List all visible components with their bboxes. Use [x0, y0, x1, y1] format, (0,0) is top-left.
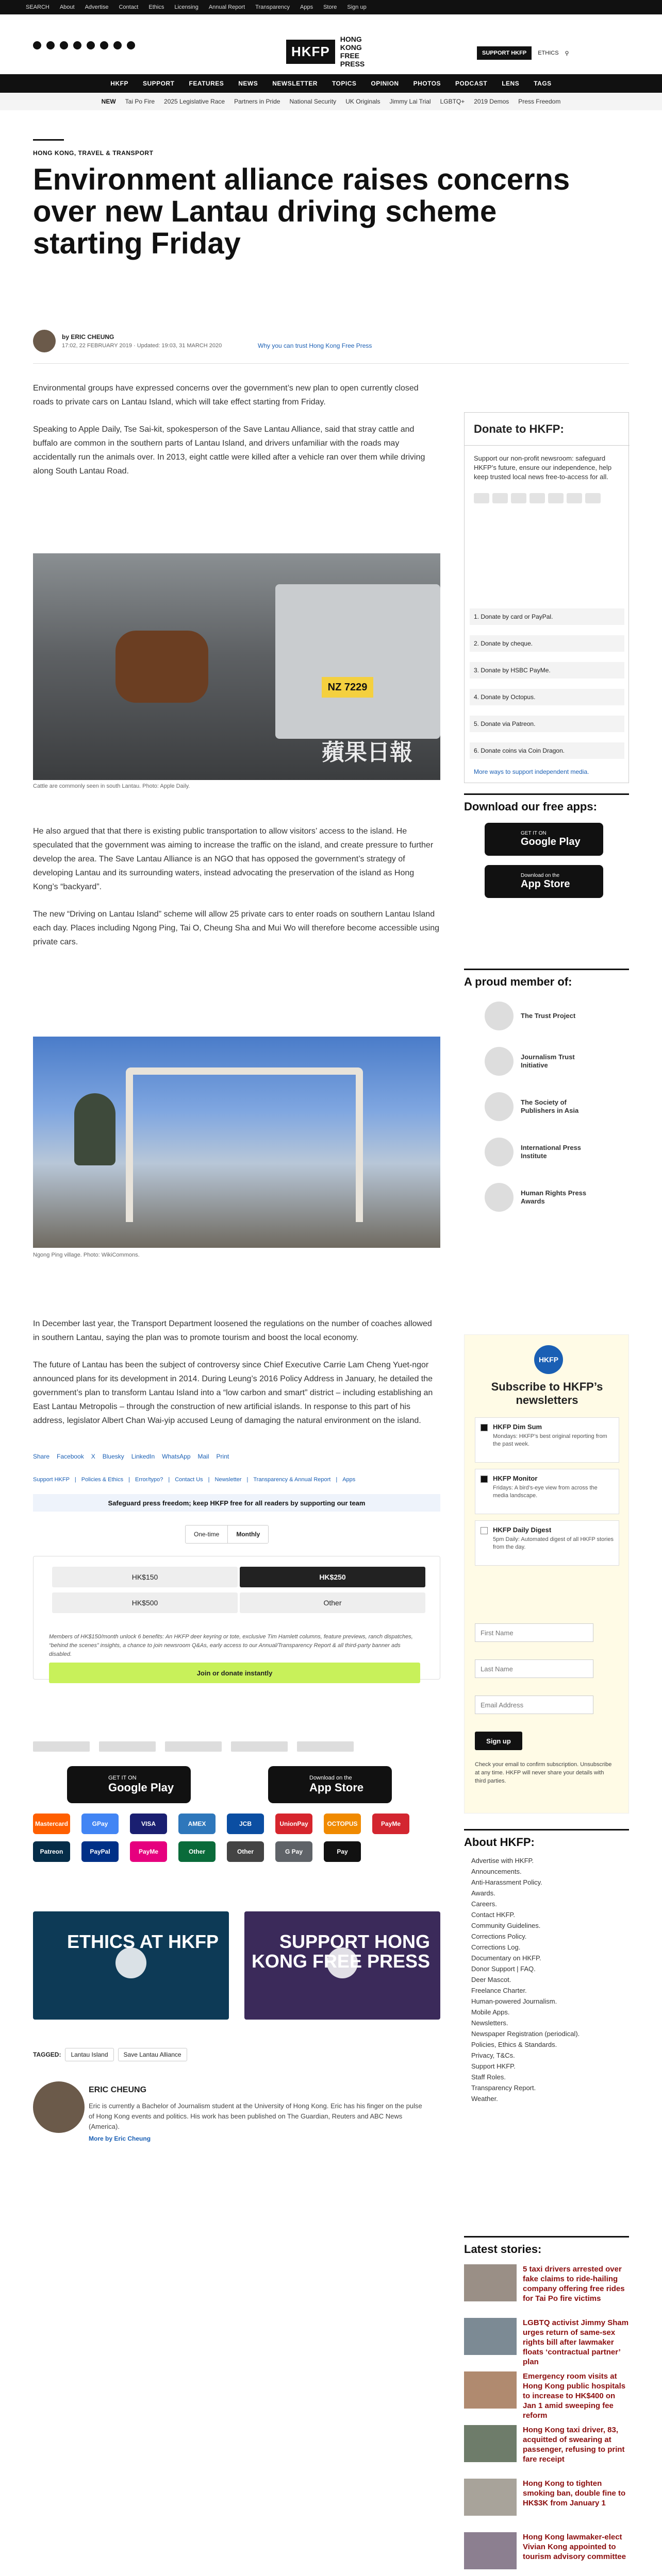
article-header: [33, 149, 629, 260]
byline-text: [62, 333, 222, 349]
card-icons: [474, 493, 601, 503]
ethics-promo-video[interactable]: [33, 1911, 229, 2020]
x-icon[interactable]: [46, 41, 55, 49]
join-donate-button[interactable]: Join or donate instantly: [49, 1663, 420, 1683]
paragraph: The future of Lantau has been the subject of controversy since Chief Executive Carrie Lam Cheng Yuet-ngor announced plans for its development in 2014. During Leung’s 2016 Policy Address in January, he detailed the government’s plan to transform Lantau Island into a “low carbon and smart” district – including establishing an East Lantau Metropolis – through the construction of new artificial islands. In response to this part of his address, legislator Albert Chan Wai-yip accused Leung of damaging the natural environment on the island.: [33, 1361, 433, 1425]
donate-option[interactable]: 5. Donate via Patreon.: [470, 716, 624, 732]
about-item[interactable]: Contact HKFP.: [471, 1911, 516, 1919]
payment-icon[interactable]: Other: [227, 1841, 264, 1862]
bluesky-icon[interactable]: [100, 41, 108, 49]
story-title[interactable]: Hong Kong taxi driver, 83, acquitted of swearing at passenger, refusing to print fare receipt: [523, 2426, 625, 2464]
tag-lantau-island[interactable]: Lantau Island: [65, 2048, 113, 2061]
more-ways-link[interactable]: More ways to support independent media.: [474, 768, 589, 775]
divider: [33, 363, 629, 364]
member-label: Human Rights Press Awards: [521, 1189, 587, 1205]
photo-watermark: 蘋果日報: [322, 740, 412, 765]
instagram-icon[interactable]: [60, 41, 68, 49]
subnav-item[interactable]: 2019 Demos: [474, 98, 509, 105]
topbar-store[interactable]: Store: [323, 4, 337, 10]
about-item[interactable]: Advertise with HKFP.: [471, 1857, 534, 1865]
topbar-contact[interactable]: Contact: [119, 4, 139, 10]
buddha-statue-shape: [74, 1093, 115, 1165]
subnav-item[interactable]: 2025 Legislative Race: [164, 98, 225, 105]
about-item[interactable]: Support HKFP.: [471, 2062, 516, 2070]
license-plate: NZ 7229: [322, 677, 373, 698]
newsletter-dim-sum[interactable]: [475, 1417, 619, 1463]
share-print[interactable]: Print: [216, 1453, 229, 1460]
support-promo-video[interactable]: [244, 1911, 440, 2020]
checkbox[interactable]: [481, 1527, 488, 1534]
about-list: [471, 1855, 629, 2104]
donate-intro: Support our non-profit newsroom: safeguard HKFP’s future, ensure our independence, help keep trusted local news free-to-access for all.: [474, 454, 612, 481]
about-item[interactable]: Community Guidelines.: [471, 1922, 541, 1929]
member-label: Journalism Trust Initiative: [521, 1053, 575, 1069]
about-item[interactable]: Weather.: [471, 2095, 498, 2103]
photo-caption: Ngong Ping village. Photo: WikiCommons.: [33, 1252, 140, 1258]
donate-option[interactable]: 1. Donate by card or PayPal.: [470, 608, 624, 625]
ethics-link[interactable]: ETHICS: [538, 50, 559, 56]
threads-icon[interactable]: [87, 41, 95, 49]
donate-option[interactable]: 4. Donate by Octopus.: [470, 689, 624, 705]
nav-photos[interactable]: PHOTOS: [413, 80, 441, 87]
about-item[interactable]: Policies, Ethics & Standards.: [471, 2041, 557, 2048]
topbar-ethics[interactable]: Ethics: [148, 4, 164, 10]
subnav-item[interactable]: UK Originals: [345, 98, 380, 105]
card-icon: [585, 493, 601, 503]
donate-option[interactable]: 2. Donate by cheque.: [470, 635, 624, 652]
sidebar-donate: [464, 412, 629, 783]
one-time-tab[interactable]: One-time: [194, 1531, 220, 1538]
monthly-tab[interactable]: Monthly: [227, 1526, 268, 1543]
topbar-search[interactable]: SEARCH: [26, 4, 49, 10]
paragraph: He also argued that that there is existing public transportation to allow visitors’ access to the island. He speculated that the government was aiming to increase the traffic on the island, and create pressure to further develop the area. The Save Lantau Alliance is an NGO that has opposed the government’s strategy of developing Lantau and its surrounding waters, instead advocating the preservation of the island as Hong Kong’s “backyard”.: [33, 827, 434, 891]
topbar-annual-report[interactable]: Annual Report: [208, 4, 245, 10]
share-bar: [33, 1453, 229, 1460]
tag-save-lantau-alliance[interactable]: Save Lantau Alliance: [118, 2048, 187, 2061]
app-store-badge[interactable]: [268, 1766, 392, 1803]
article-title: Environment alliance raises concerns over new Lantau driving scheme starting Friday: [33, 163, 570, 260]
nav-podcast[interactable]: PODCAST: [455, 80, 488, 87]
nav-topics[interactable]: TOPICS: [332, 80, 357, 87]
linkedin-icon[interactable]: [113, 41, 122, 49]
payment-icon[interactable]: Other: [178, 1841, 216, 1862]
about-item[interactable]: Announcements.: [471, 1868, 522, 1875]
article-photo-cattle[interactable]: [33, 553, 440, 780]
more-by-author-link[interactable]: More by Eric Cheung: [89, 2135, 151, 2142]
paragraph: In December last year, the Transport Department loosened the regulations on the number of coaches allowed in southern Lantau, saying the plan was to promote tourism and boost the local economy.: [33, 1319, 432, 1342]
site-header: [0, 14, 662, 72]
member-sopa[interactable]: [485, 1089, 629, 1125]
association-logos: [33, 1736, 440, 1757]
topbar-transparency[interactable]: Transparency: [255, 4, 290, 10]
subnav-item[interactable]: Tai Po Fire: [125, 98, 155, 105]
link-newsletter[interactable]: Newsletter: [214, 1477, 242, 1483]
trust-link[interactable]: Why you can trust Hong Kong Free Press: [258, 342, 372, 349]
member-trust-project[interactable]: [485, 998, 629, 1034]
story-title[interactable]: LGBTQ activist Jimmy Sham urges return of same-sex rights bill after lawmaker floats ‘contractual partner’ plan: [523, 2318, 629, 2366]
patreon-icon[interactable]: Patreon: [33, 1841, 70, 1862]
donate-option[interactable]: 3. Donate by HSBC PayMe.: [470, 662, 624, 679]
article-photo-ngong-ping[interactable]: [33, 1037, 440, 1248]
badge-big-text: Google Play: [521, 836, 581, 848]
hrpa-logo[interactable]: [297, 1741, 354, 1752]
nav-tags[interactable]: TAGS: [534, 80, 552, 87]
story-title[interactable]: Emergency room visits at Hong Kong public hospitals to increase to HK$400 on Jan 1 amid sweeping fee reform: [523, 2372, 626, 2420]
sidebar-about: [464, 1829, 629, 2104]
about-item[interactable]: Human-powered Journalism.: [471, 1997, 557, 2005]
sopa-logo: [485, 1092, 514, 1121]
paragraph: Speaking to Apple Daily, Tse Sai-kit, spokesperson of the Save Lantau Alliance, said that stray cattle and buffalo are common in the southern parts of Lantau Island, and drivers unfamiliar with the roads may accidentally run the animals over. In 2013, eight cattle were killed after a vehicle ran over them while driving along South Lantau Road.: [33, 425, 425, 476]
about-item[interactable]: Newspaper Registration (periodical).: [471, 2030, 580, 2038]
mastodon-icon[interactable]: [127, 41, 135, 49]
search-icon[interactable]: ⚲: [565, 50, 569, 57]
membership-benefits: Members of HK$150/month unlock 6 benefits: An HKFP deer keyring or tote, exclusive Tim Hamlett columns, feature previews, ranch dispatches, “behind the scenes” insights, a chance to join newsroom Q&As, early access to our Annual/Transparency Report & all third-party banner ads disabled.: [49, 1634, 413, 1657]
topbar-signup[interactable]: Sign up: [347, 4, 367, 10]
topbar-about[interactable]: About: [59, 4, 75, 10]
paragraph: Environmental groups have expressed concerns over the government’s new plan to open currently closed roads to private cars on Lantau Island, which will take effect starting from Friday.: [33, 384, 419, 406]
safeguard-banner[interactable]: Safeguard press freedom; keep HKFP free for all readers by supporting our team: [33, 1494, 440, 1512]
ipi-logo[interactable]: [231, 1741, 288, 1752]
badge-small-text: GET IT ON: [108, 1775, 137, 1781]
about-item[interactable]: Freelance Charter.: [471, 1987, 527, 1994]
tags-row: [33, 2048, 187, 2061]
amex-icon[interactable]: AMEX: [178, 1814, 216, 1834]
story-title[interactable]: Hong Kong lawmaker-elect Vivian Kong appointed to tourism advisory committee: [523, 2533, 626, 2561]
about-item[interactable]: Corrections Policy.: [471, 1933, 527, 1940]
tags-label: TAGGED:: [33, 2051, 61, 2058]
topbar-licensing[interactable]: Licensing: [174, 4, 198, 10]
share-bluesky[interactable]: Bluesky: [102, 1453, 124, 1460]
newsletter-daily-digest[interactable]: [475, 1520, 619, 1566]
sidebar-newsletter: [464, 1334, 629, 1814]
story-thumbnail[interactable]: [464, 2318, 517, 2355]
subnav-item[interactable]: Partners in Pride: [234, 98, 280, 105]
signup-button[interactable]: Sign up: [475, 1732, 522, 1750]
topic-subnav: [0, 93, 662, 110]
card-icon: [529, 493, 545, 503]
newsletter-name: HKFP Dim Sum: [493, 1423, 542, 1431]
byline: [33, 330, 222, 352]
google-pay-icon[interactable]: G Pay: [275, 1841, 312, 1862]
photo-caption: Cattle are commonly seen in south Lantau. Photo: Apple Daily.: [33, 783, 190, 789]
title-accent-bar: [33, 139, 64, 141]
latest-story[interactable]: [464, 2479, 629, 2524]
promo-title: ETHICS AT HKFP: [67, 1931, 219, 1952]
hrpa-logo: [485, 1183, 514, 1212]
payment-methods: [33, 1814, 440, 1862]
member-label: The Trust Project: [521, 1012, 576, 1020]
frequency-toggle: [185, 1525, 269, 1544]
nav-lens[interactable]: LENS: [502, 80, 520, 87]
author-avatar[interactable]: [33, 2081, 85, 2133]
share-facebook[interactable]: Facebook: [57, 1453, 84, 1460]
ipi-logo: [485, 1138, 514, 1166]
subnav-item[interactable]: LGBTQ+: [440, 98, 465, 105]
social-icons: [33, 41, 135, 49]
payme-icon[interactable]: PayMe: [372, 1814, 409, 1834]
logo-mark: HKFP: [286, 40, 335, 64]
octopus-icon[interactable]: OCTOPUS: [324, 1814, 361, 1834]
amount-other[interactable]: Other: [240, 1592, 425, 1613]
email-field[interactable]: [475, 1696, 593, 1714]
story-thumbnail[interactable]: [464, 2532, 517, 2569]
separator: |: [168, 1477, 170, 1483]
checkbox[interactable]: [481, 1476, 488, 1483]
link-transparency[interactable]: Transparency & Annual Report: [253, 1477, 331, 1483]
separator: |: [208, 1477, 210, 1483]
member-jti[interactable]: [485, 1043, 629, 1079]
about-item[interactable]: Corrections Log.: [471, 1943, 521, 1951]
link-policies[interactable]: Policies & Ethics: [81, 1477, 124, 1483]
latest-story[interactable]: [464, 2532, 629, 2576]
header-actions: [477, 46, 569, 60]
logo-wordmark: HONG KONG FREE PRESS: [340, 35, 365, 68]
share-whatsapp[interactable]: WhatsApp: [162, 1453, 191, 1460]
paragraph: The new “Driving on Lantau Island” scheme will allow 25 private cars to enter roads on southern Lantau Island each day. Places including Ngong Ping, Tai O, Cheung Sha and Mui Wo will therefore become accessible using private cars.: [33, 910, 440, 946]
share-label[interactable]: Share: [33, 1453, 50, 1460]
amount-250[interactable]: HK$250: [240, 1567, 425, 1587]
share-mail[interactable]: Mail: [197, 1453, 209, 1460]
donate-option[interactable]: 6. Donate coins via Coin Dragon.: [470, 742, 624, 759]
member-label: The Society of Publishers in Asia: [521, 1098, 579, 1114]
checkbox[interactable]: [481, 1424, 488, 1431]
latest-story[interactable]: [464, 2318, 629, 2366]
apps-heading: Download our free apps:: [464, 793, 629, 814]
apple-pay-icon[interactable]: Pay: [324, 1841, 361, 1862]
jti-logo: [485, 1047, 514, 1076]
card-icon: [567, 493, 582, 503]
newsletter-desc: Mondays: HKFP’s best original reporting from the past week.: [493, 1433, 607, 1447]
story-title[interactable]: Hong Kong to tighten smoking ban, double fine to HK$3K from January 1: [523, 2479, 626, 2507]
separator: |: [246, 1477, 249, 1483]
card-icon: [511, 493, 526, 503]
paypal-icon[interactable]: PayPal: [81, 1841, 119, 1862]
about-item[interactable]: Transparency Report.: [471, 2084, 536, 2092]
subnav-new-label: NEW: [101, 98, 116, 105]
separator: |: [128, 1477, 130, 1483]
newsletter-heading: Subscribe to HKFP’s newsletters: [491, 1380, 603, 1406]
story-title[interactable]: 5 taxi drivers arrested over fake claims to ride-hailing company offering free rides for Tai Po fire victims: [523, 2265, 625, 2303]
nav-hkfp[interactable]: HKFP: [110, 80, 128, 87]
article-category[interactable]: HONG KONG, TRAVEL & TRANSPORT: [33, 149, 154, 157]
last-name-field[interactable]: [475, 1659, 593, 1678]
publish-date: 17:02, 22 FEBRUARY 2019 · Updated: 19:03, 31 MARCH 2020: [62, 343, 222, 349]
about-item[interactable]: Awards.: [471, 1889, 495, 1897]
sidebar-member: [464, 969, 629, 1215]
hkfp-badge-icon: HKFP: [534, 1345, 563, 1374]
story-thumbnail[interactable]: [464, 2425, 517, 2462]
visa-icon[interactable]: VISA: [130, 1814, 167, 1834]
article-body-3: [33, 1317, 440, 1441]
newsletter-name: HKFP Daily Digest: [493, 1526, 552, 1534]
separator: |: [74, 1477, 76, 1483]
site-logo[interactable]: [286, 36, 379, 67]
mastercard-icon[interactable]: Mastercard: [33, 1814, 70, 1834]
card-icon: [548, 493, 564, 503]
facebook-icon[interactable]: [33, 41, 41, 49]
donate-heading: Donate to HKFP:: [465, 413, 630, 446]
newsletter-monitor[interactable]: [475, 1469, 619, 1514]
trust-project-logo: [485, 1002, 514, 1030]
about-item[interactable]: Mobile Apps.: [471, 2008, 510, 2016]
donation-widget: [33, 1525, 440, 1716]
link-error[interactable]: Error/typo?: [135, 1477, 163, 1483]
policy-links: [33, 1477, 440, 1483]
about-item[interactable]: Newsletters.: [471, 2019, 508, 2027]
about-item[interactable]: Donor Support | FAQ.: [471, 1965, 536, 1973]
badge-small-text: Download on the: [521, 873, 560, 878]
latest-story[interactable]: [464, 2264, 629, 2310]
author-avatar[interactable]: [33, 330, 56, 352]
separator: |: [336, 1477, 338, 1483]
story-thumbnail[interactable]: [464, 2479, 517, 2516]
link-contact[interactable]: Contact Us: [175, 1477, 203, 1483]
article-body-2: [33, 824, 440, 962]
payme-icon[interactable]: PayMe: [130, 1841, 167, 1862]
unionpay-icon[interactable]: UnionPay: [275, 1814, 312, 1834]
card-icon: [492, 493, 508, 503]
about-item[interactable]: Careers.: [471, 1900, 497, 1908]
jcb-icon[interactable]: JCB: [227, 1814, 264, 1834]
story-thumbnail[interactable]: [464, 2371, 517, 2409]
about-item[interactable]: Privacy, T&Cs.: [471, 2052, 515, 2059]
amount-150[interactable]: HK$150: [52, 1567, 238, 1587]
member-label: International Press Institute: [521, 1144, 582, 1160]
story-thumbnail[interactable]: [464, 2264, 517, 2301]
youtube-icon[interactable]: [73, 41, 81, 49]
about-item[interactable]: Documentary on HKFP.: [471, 1954, 541, 1962]
about-heading: About HKFP:: [464, 1829, 629, 1849]
subnav-item[interactable]: National Security: [289, 98, 337, 105]
badge-small-text: GET IT ON: [521, 831, 547, 836]
car-shape: [275, 584, 440, 739]
signup-note: Check your email to confirm subscription. Unsubscribe at any time. HKFP will never share your details with third parties.: [475, 1761, 612, 1784]
about-item[interactable]: Anti-Harassment Policy.: [471, 1878, 542, 1886]
sidebar-latest: [464, 2236, 629, 2576]
trust-project-logo[interactable]: [33, 1741, 90, 1752]
promo-title: SUPPORT HONG KONG FREE PRESS: [251, 1931, 430, 1972]
nav-news[interactable]: NEWS: [238, 80, 258, 87]
support-hkfp-button[interactable]: SUPPORT HKFP: [477, 46, 532, 60]
card-icon: [474, 493, 489, 503]
link-apps[interactable]: Apps: [342, 1477, 356, 1483]
nav-support[interactable]: SUPPORT: [142, 80, 175, 87]
gate-shape: [126, 1067, 363, 1222]
article-body: [33, 381, 440, 492]
topbar-apps[interactable]: Apps: [300, 4, 313, 10]
link-support[interactable]: Support HKFP: [33, 1477, 70, 1483]
badge-big-text: App Store: [521, 878, 570, 890]
gpay-icon[interactable]: GPay: [81, 1814, 119, 1834]
member-hrpa[interactable]: [485, 1179, 629, 1215]
badge-big-text: Google Play: [108, 1781, 174, 1794]
app-store-badge[interactable]: [485, 865, 603, 898]
nav-features[interactable]: FEATURES: [189, 80, 224, 87]
author-name[interactable]: ERIC CHEUNG: [89, 2086, 147, 2094]
member-ipi[interactable]: [485, 1134, 629, 1170]
latest-story[interactable]: [464, 2425, 629, 2470]
amount-panel: [33, 1556, 440, 1680]
cow-shape: [115, 631, 208, 703]
newsletter-desc: Fridays: A bird’s-eye view from across the media landscape.: [493, 1485, 598, 1499]
google-play-badge[interactable]: [67, 1766, 191, 1803]
sopa-logo[interactable]: [165, 1741, 222, 1752]
play-icon[interactable]: [115, 1947, 146, 1978]
top-utility-bar: [0, 0, 662, 14]
amount-500[interactable]: HK$500: [52, 1592, 238, 1613]
newsletter-name: HKFP Monitor: [493, 1475, 538, 1482]
sidebar-apps: [464, 793, 629, 898]
author-name[interactable]: by ERIC CHEUNG: [62, 333, 114, 341]
nav-opinion[interactable]: OPINION: [371, 80, 399, 87]
share-linkedin[interactable]: LinkedIn: [131, 1453, 155, 1460]
member-heading: A proud member of:: [464, 969, 629, 989]
about-item[interactable]: Staff Roles.: [471, 2073, 506, 2081]
jti-logo[interactable]: [99, 1741, 156, 1752]
google-play-badge[interactable]: [485, 823, 603, 856]
author-bio: Eric is currently a Bachelor of Journalism student at the University of Hong Kong. Eric has his finger on the pulse of Hong Kong events and politics. His work has been published on The Guardian, Reuters and ABC News (America).: [89, 2102, 422, 2130]
topbar-advertise[interactable]: Advertise: [85, 4, 109, 10]
about-item[interactable]: Deer Mascot.: [471, 1976, 511, 1984]
newsletter-desc: 5pm Daily: Automated digest of all HKFP stories from the day.: [493, 1536, 614, 1550]
badge-small-text: Download on the: [309, 1775, 352, 1781]
latest-story[interactable]: [464, 2371, 629, 2420]
subnav-item[interactable]: Press Freedom: [518, 98, 561, 105]
latest-heading: Latest stories:: [464, 2236, 629, 2256]
main-nav: [0, 74, 662, 93]
badge-big-text: App Store: [309, 1781, 364, 1794]
subnav-item[interactable]: Jimmy Lai Trial: [389, 98, 431, 105]
author-box: [33, 2081, 440, 2143]
nav-newsletter[interactable]: NEWSLETTER: [272, 80, 318, 87]
first-name-field[interactable]: [475, 1623, 593, 1642]
share-x[interactable]: X: [91, 1453, 95, 1460]
